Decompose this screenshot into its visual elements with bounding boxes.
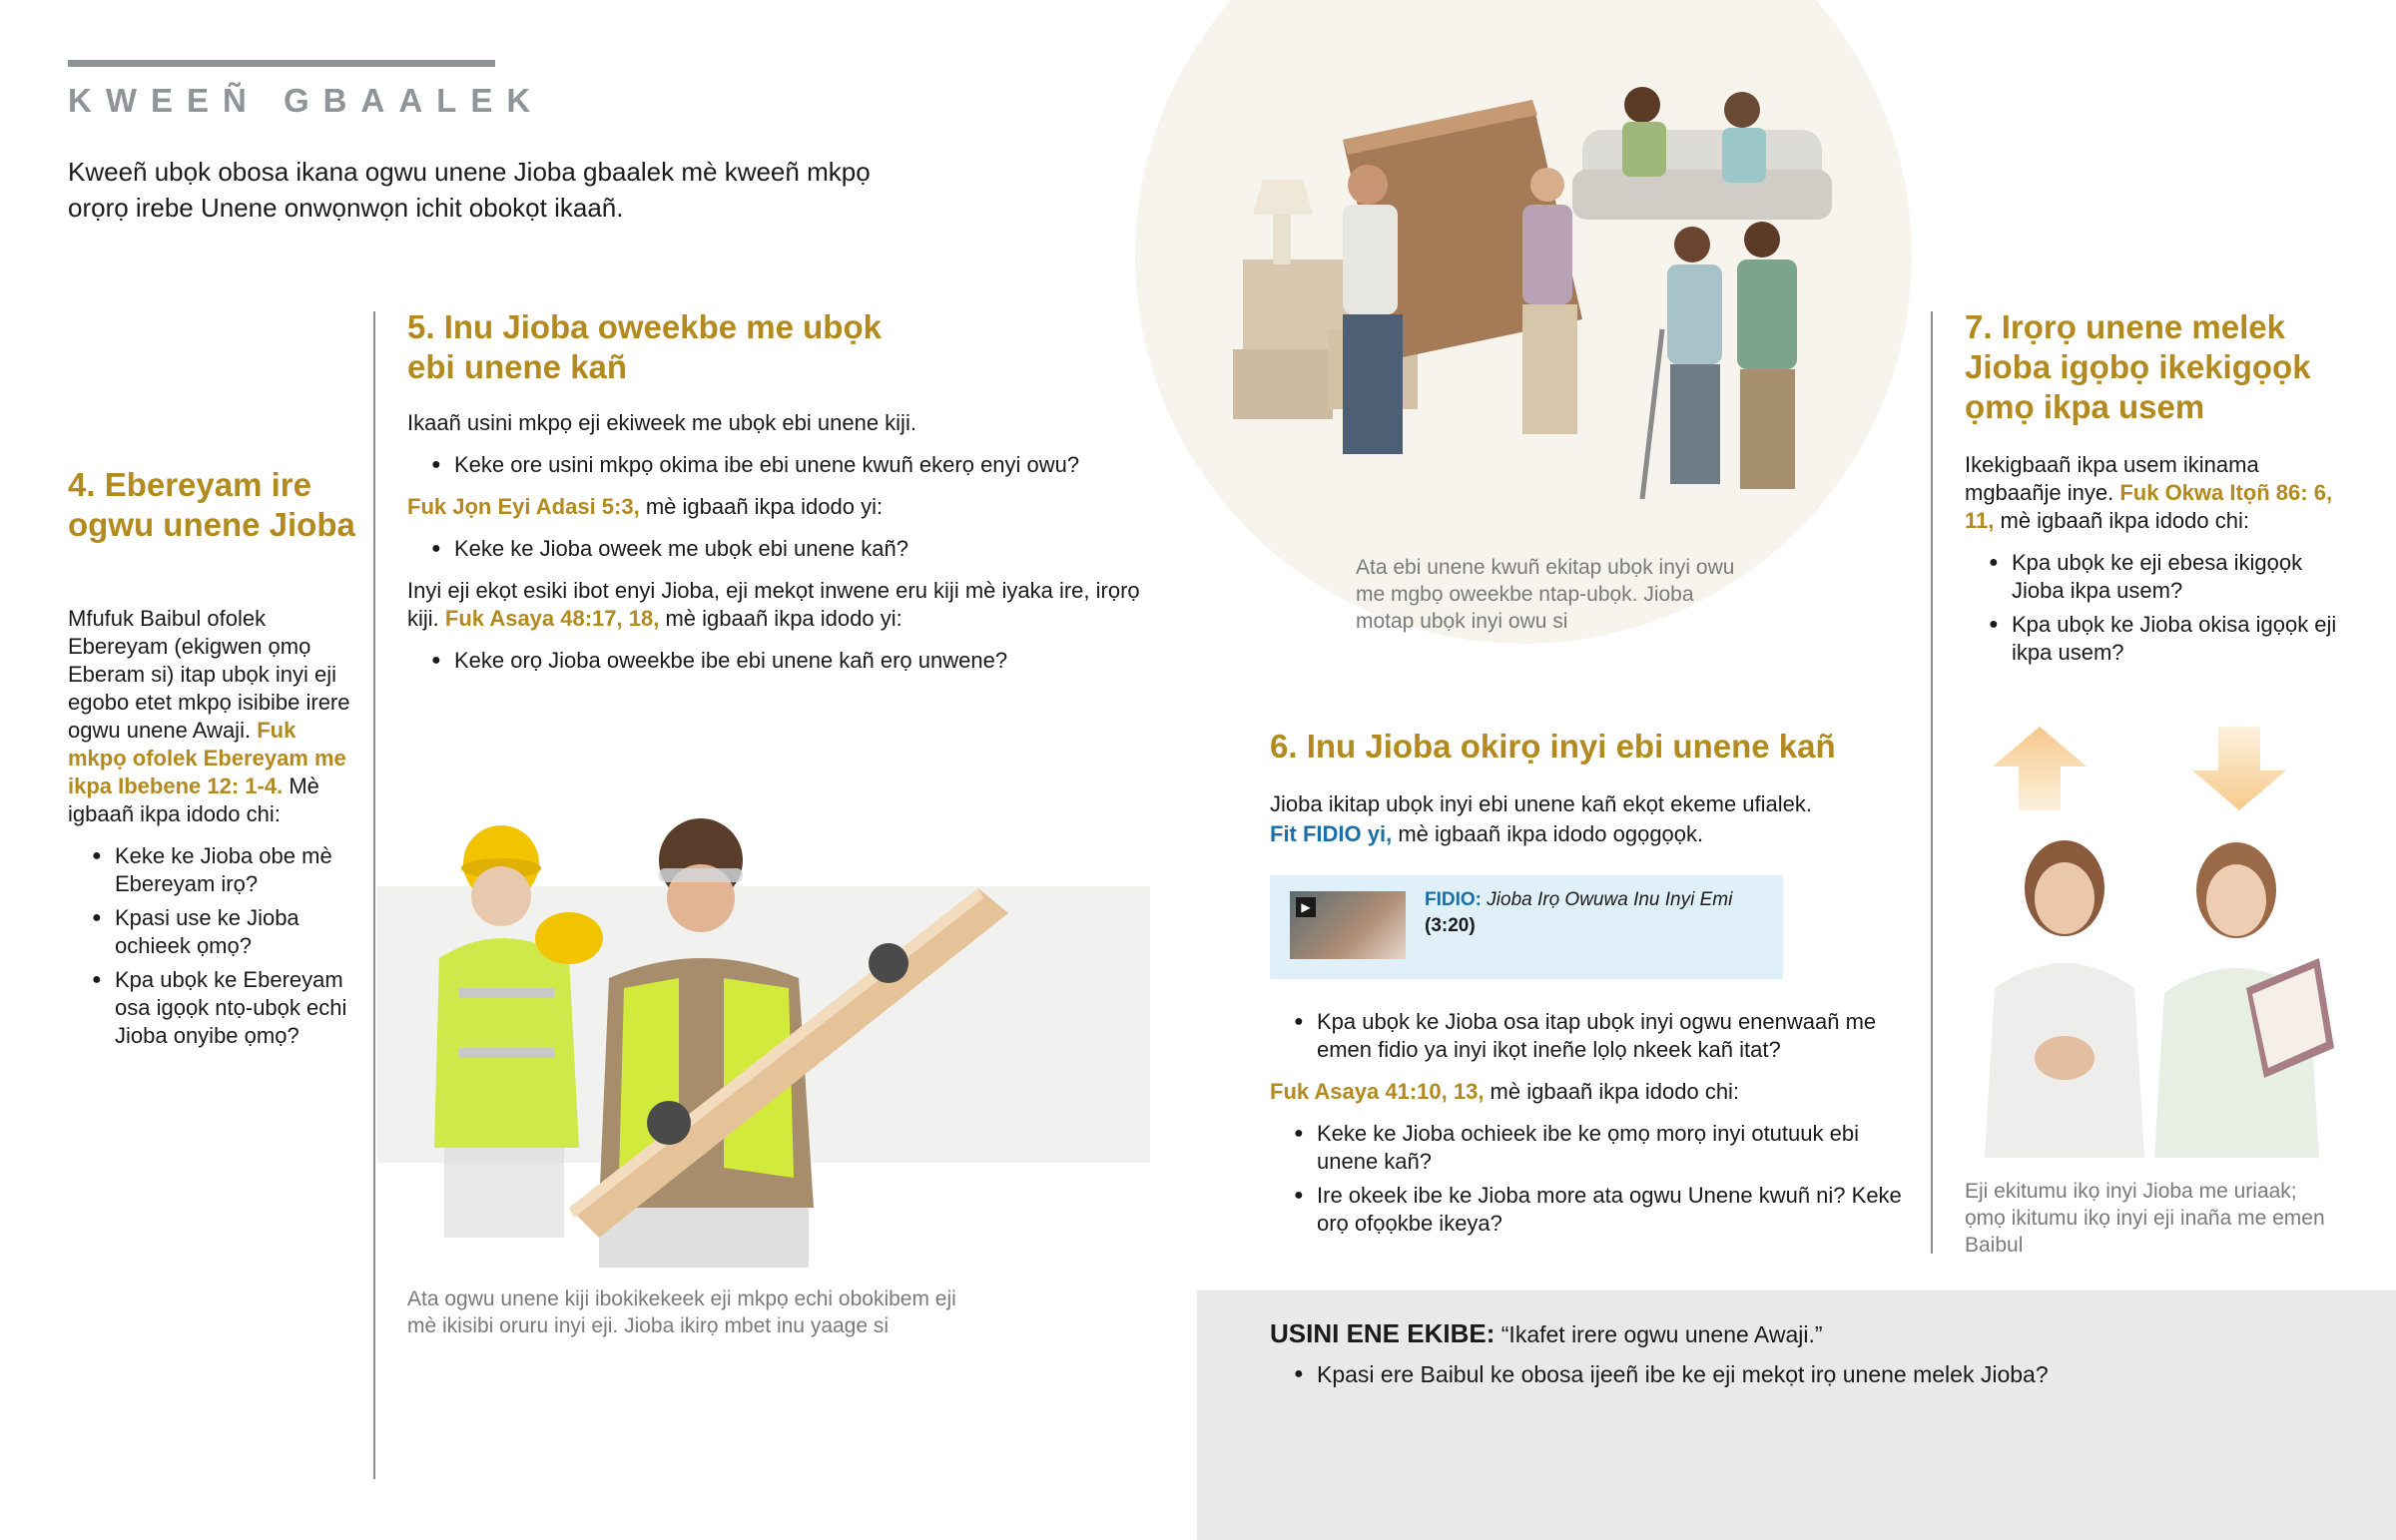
arrow-down-icon (2192, 727, 2286, 810)
video-label: FIDIO: (1425, 889, 1482, 910)
play-icon[interactable]: ▶ (1296, 897, 1316, 917)
question-item: ● Kpa ubọk ke Jioba osa itap ubọk inyi ogwu enenwaañ me emen fidio ya inyi ikọt ineñe lọlọ nkeek kañ itat? (1270, 1008, 1909, 1064)
section6-heading: 6. Inu Jioba okirọ inyi ebi unene kañ (1270, 728, 1836, 765)
section6-image-caption: Ata ebi unene kwuñ ekitap ubọk inyi owu me mgbọ oweekbe ntap-ubọk. Jioba motap ubọk inyi owu si (1356, 556, 1735, 633)
summary-label: USINI ENE EKIBE: (1270, 1318, 1496, 1348)
section6-body-bottom (1270, 1008, 1909, 1252)
question-item: ● Kpa ubọk ke Jioba okisa igọọk eji ikpa usem? (1965, 611, 2344, 667)
section7-image-caption: Eji ekitumu ikọ inyi Jioba me uriaak; ọmọ ikitumu ikọ inyi eji inaña me emen Baibul (1965, 1180, 2325, 1257)
section6-paragraph-1: Jioba ikitap ubọk inyi ebi unene kañ ekọt ekeme ufialek. (1270, 791, 1813, 816)
section-title: KWEEÑ GBAALEK (68, 82, 545, 119)
section6-video-link[interactable]: Fit FIDIO yi, (1270, 821, 1393, 846)
section7-body (1965, 451, 2344, 681)
section5-image-caption: Ata ogwu unene kiji ibokikekeek eji mkpọ echi obokibem eji mè ikisibi oruru inyi eji. Jioba ikirọ mbet inu yaage si (407, 1287, 956, 1337)
question-item: ● Kpasi ere Baibul ke obosa ijeeñ ibe ke eji mekọt irọ unene melek Jioba? (1270, 1358, 2368, 1390)
section4-body (68, 605, 357, 1064)
question-item: ● Kpasi use ke Jioba ochieek ọmọ? (68, 904, 357, 960)
friends-moving-furniture-illustration (1223, 60, 1862, 519)
question-item: ● Ire okeek ibe ke Jioba more ata ogwu Unene kwuñ ni? Keke orọ ofọọkbe ikeya? (1270, 1182, 1909, 1238)
section4-questions (68, 842, 357, 1050)
arrow-up-icon (1993, 727, 2087, 810)
section5-body (407, 409, 1166, 689)
section4-scripture-ref[interactable]: Fuk mkpọ ofolek Ebereyam me ikpa Ibebene 12: 1-4. (68, 718, 346, 798)
question-item: ● Kpa ubọk ke Ebereyam osa igọọk ntọ-ubọk echi Jioba onyibe ọmọ? (68, 966, 357, 1050)
column-divider (373, 311, 375, 1479)
summary-block (1270, 1317, 2368, 1404)
video-info[interactable] (1425, 887, 1764, 939)
section5-ref-tail-1: mè igbaañ ikpa idodo yi: (639, 494, 884, 519)
section4-paragraph: Mfufuk Baibul ofolek Ebereyam (ekigwen ọmọ Eberam si) itap ubọk inyi eji egobo etet mkpọ isibibe irere ogwu unene Awaji. (68, 606, 350, 743)
section5-scripture-ref-1[interactable]: Fuk Jọn Eyi Adasi 5:3, (407, 494, 640, 519)
section7-heading: 7. Irọrọ unene melek Jioba igọbọ ikekigọọk ọmọ ikpa usem (1965, 308, 2311, 425)
question-item: ● Keke orọ Jioba oweekbe ibe ebi unene kañ erọ unwene? (407, 647, 1166, 675)
section6-ref-tail: mè igbaañ ikpa idodo chi: (1484, 1079, 1740, 1104)
video-duration: (3:20) (1425, 915, 1476, 936)
section4-heading: 4. Ebereyam ire ogwu unene Jioba (68, 466, 355, 543)
question-item: ● Keke ke Jioba obe mè Ebereyam irọ? (68, 842, 357, 898)
column-divider (1931, 311, 1933, 1254)
header-rule (68, 60, 495, 67)
woman-praying-and-reading-illustration (1975, 818, 2344, 1178)
question-item: ● Keke ore usini mkpọ okima ibe ebi unene kwuñ ekerọ enyi owu? (407, 451, 1166, 479)
section7-scripture-ref[interactable]: Fuk Okwa Itọñ 86: 6, 11, (1965, 480, 2333, 533)
section6-body-top (1270, 790, 1889, 862)
section7-paragraph: Ikekigbaañ ikpa usem ikinama mgbaañje inye. (1965, 452, 2259, 505)
section6-scripture-ref[interactable]: Fuk Asaya 41:10, 13, (1270, 1079, 1485, 1104)
video-title: Jioba Irọ Owuwa Inu Inyi Emi (1487, 889, 1733, 910)
summary-text: “Ikafet irere ogwu unene Awaji.” (1495, 1321, 1823, 1347)
section5-paragraph-2: Inyi eji ekọt esiki ibot enyi Jioba, eji mekọt inwene eru kiji mè iyaka ire, irọrọ kiji. (407, 578, 1140, 631)
intro-text: Kweeñ ubọk obosa ikana ogwu unene Jioba gbaalek mè kweeñ mkpọ orọrọ irebe Unene onwọnwọn ichit obokọt ikaañ. (68, 157, 871, 223)
question-item: ● Keke ke Jioba oweek me ubọk ebi unene kañ? (407, 535, 1166, 563)
section5-heading: 5. Inu Jioba oweekbe me ubọk ebi unene kañ (407, 308, 882, 385)
section4-ref-tail: Mè igbaañ ikpa idodo chi: (68, 773, 319, 826)
question-item: ● Kpa ubọk ke eji ebesa ikigọọk Jioba ikpa usem? (1965, 549, 2344, 605)
section5-paragraph-1: Ikaañ usini mkpọ eji ekiweek me ubọk ebi unene kiji. (407, 410, 916, 435)
section6-video-ref-tail: mè igbaañ ikpa idodo ogọgọọk. (1392, 821, 1704, 846)
question-item: ● Keke ke Jioba ochieek ibe ke ọmọ morọ inyi otutuuk ebi unene kañ? (1270, 1120, 1909, 1176)
section5-ref-tail-2: mè igbaañ ikpa idodo yi: (659, 606, 902, 631)
section7-ref-tail: mè igbaañ ikpa idodo chi: (1994, 508, 2249, 533)
section5-scripture-ref-2[interactable]: Fuk Asaya 48:17, 18, (444, 606, 660, 631)
construction-workers-illustration (419, 788, 1158, 1278)
